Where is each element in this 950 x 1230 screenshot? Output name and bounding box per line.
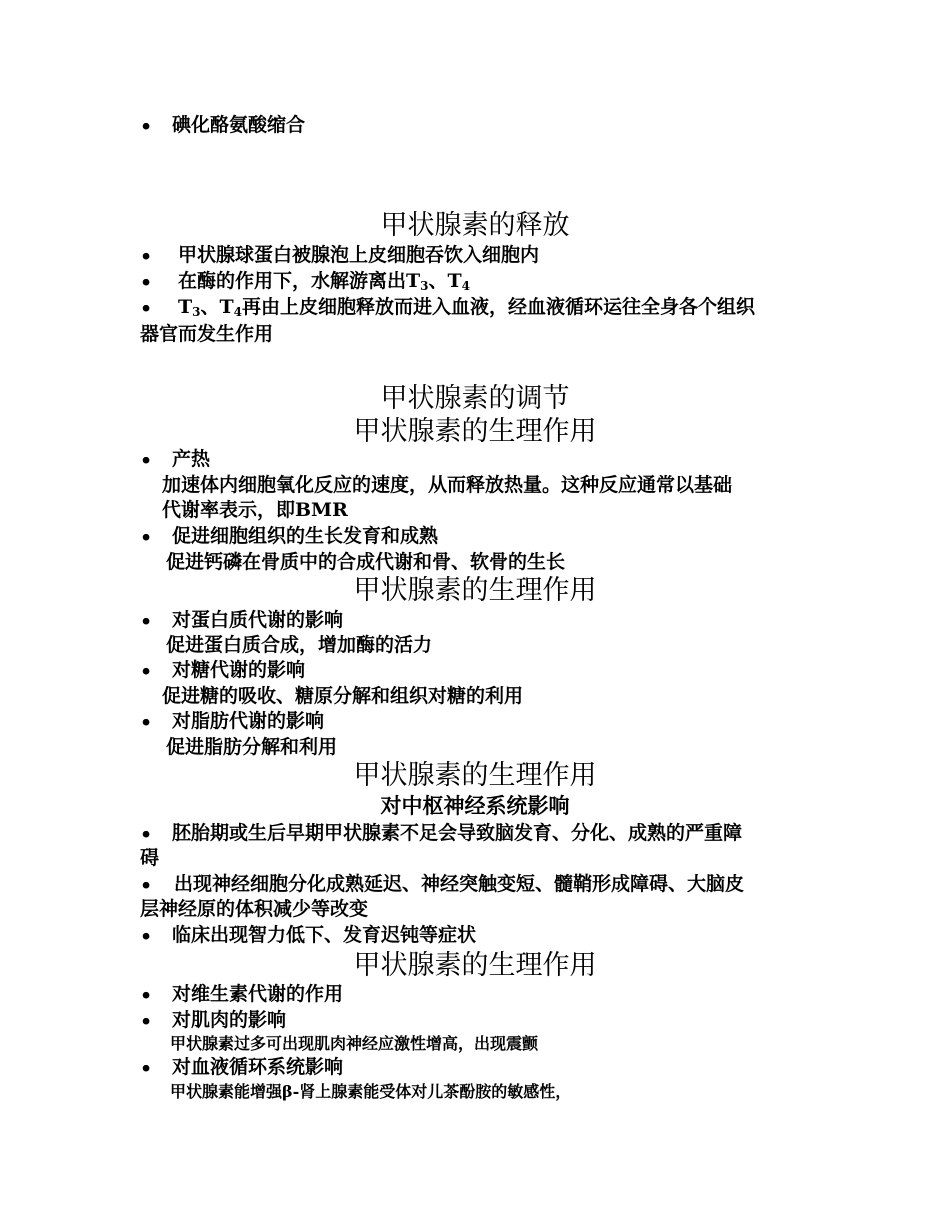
physio3-bullet-2-cont: 层神经原的体积减少等改变 <box>140 898 369 920</box>
physio4-bullet-1: 对维生素代谢的作用 <box>172 983 344 1005</box>
bullet-dot: • <box>140 527 153 549</box>
bullet-dot: • <box>140 116 153 138</box>
physio4-desc-2: 甲状腺素过多可出现肌肉神经应激性增高，出现震颤 <box>170 1034 539 1053</box>
physio3-bullet-2: 出现神经细胞分化成熟延迟、神经突触变短、髓鞘形成障碍、大脑皮 <box>174 873 745 895</box>
release-bullet-1: 甲状腺球蛋白被腺泡上皮细胞吞饮入细胞内 <box>178 244 540 266</box>
physio3-bullet-3: 临床出现智力低下、发育迟钝等症状 <box>172 924 477 946</box>
bullet-dot: • <box>140 926 153 948</box>
bullet-dot: • <box>140 272 153 294</box>
physio3-bullet-1: 胚胎期或生后早期甲状腺素不足会导致脑发育、分化、成熟的严重障 <box>172 822 743 844</box>
release-bullet-3-cont: 器官而发生作用 <box>140 323 274 345</box>
section-subtitle-cns: 对中枢神经系统影响 <box>380 793 570 818</box>
bullet-dot: • <box>140 450 153 472</box>
bullet-dot: • <box>140 611 153 633</box>
physio3-bullet-1-cont: 碍 <box>140 847 160 869</box>
bullet-dot: • <box>140 246 153 268</box>
section-title-release: 甲状腺素的释放 <box>380 210 570 241</box>
section-title-regulation: 甲状腺素的调节 <box>380 383 570 414</box>
bullet-dot: • <box>140 712 153 734</box>
physio2-bullet-1: 对蛋白质代谢的影响 <box>172 609 344 631</box>
physio1-desc-2: 促进钙磷在骨质中的合成代谢和骨、软骨的生长 <box>166 551 566 573</box>
physio2-bullet-2: 对糖代谢的影响 <box>172 659 306 681</box>
physio1-bullet-1: 产热 <box>172 448 211 470</box>
release-bullet-3: $T_3$、$T_4$再由上皮细胞释放而进入血液，经血液循环运往全身各个组织 <box>178 296 756 319</box>
release-bullet-2: 在酶的作用下，水解游离出$T_3$、$T_4$ <box>178 270 470 293</box>
physio2-desc-2: 促进糖的吸收、糖原分解和组织对糖的利用 <box>162 685 524 707</box>
bullet-dot: • <box>140 875 153 897</box>
section-title-physio-1: 甲状腺素的生理作用 <box>353 416 597 447</box>
bullet-dot: • <box>140 985 153 1007</box>
section-title-physio-2: 甲状腺素的生理作用 <box>353 575 597 606</box>
physio2-desc-3: 促进脂肪分解和利用 <box>166 736 338 758</box>
physio2-desc-1: 促进蛋白质合成，增加酶的活力 <box>166 634 433 656</box>
bullet-dot: • <box>140 298 153 320</box>
physio2-bullet-3: 对脂肪代谢的影响 <box>172 710 325 732</box>
physio1-bullet-2: 促进细胞组织的生长发育和成熟 <box>172 525 439 547</box>
bullet-dot: • <box>140 661 153 683</box>
bullet-text: 碘化酪氨酸缩合 <box>172 114 306 136</box>
physio4-desc-3: 甲状腺素能增强β-肾上腺素能受体对儿茶酚胺的敏感性， <box>170 1082 572 1101</box>
physio4-bullet-3: 对血液循环系统影响 <box>172 1056 344 1078</box>
section-title-physio-4: 甲状腺素的生理作用 <box>353 950 597 981</box>
physio1-desc-1b: 代谢率表示，即BMR <box>162 499 348 521</box>
bullet-dot: • <box>140 1011 153 1033</box>
physio1-desc-1a: 加速体内细胞氧化反应的速度，从而释放热量。这种反应通常以基础 <box>162 474 733 496</box>
section-title-physio-3: 甲状腺素的生理作用 <box>353 760 597 791</box>
bullet-dot: • <box>140 1058 153 1080</box>
physio4-bullet-2: 对肌肉的影响 <box>172 1009 287 1031</box>
bullet-dot: • <box>140 824 153 846</box>
